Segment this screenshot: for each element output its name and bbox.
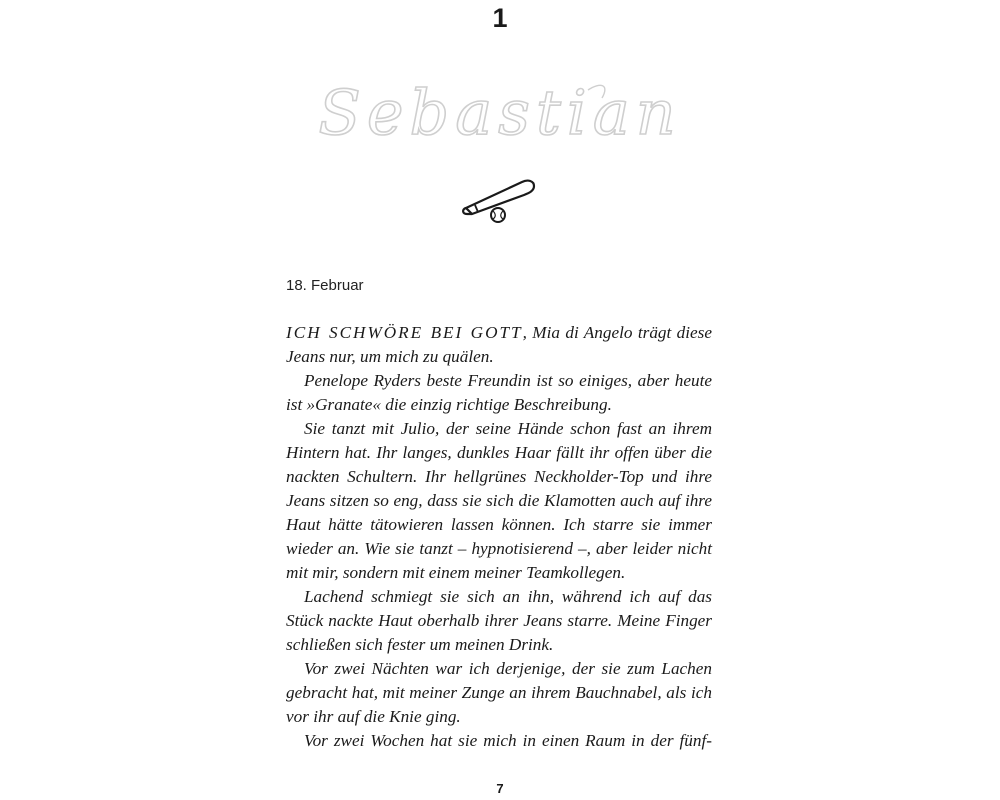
entry-date: 18. Februar bbox=[286, 277, 364, 294]
chapter-number: 1 bbox=[492, 3, 508, 33]
paragraph-4: Lachend schmiegt sie sich an ihn, während ich auf das Stück nackte Haut oberhalb ihrer Jeans starre. Meine Finger schließen sich fester um meinen Drink. bbox=[286, 587, 712, 654]
body-text bbox=[286, 321, 712, 753]
paragraph-5: Vor zwei Nächten war ich derjenige, der sie zum Lachen gebracht hat, mit meiner Zunge an ihrem Bauchnabel, als ich vor ihr auf die Knie ging. bbox=[286, 659, 712, 726]
paragraph-3: Sie tanzt mit Julio, der seine Hände schon fast an ihrem Hintern hat. Ihr langes, dunkles Haar fällt ihr offen über die nackten Schultern. Ihr hellgrünes Neckholder-Top und ihre Jeans sitzen so eng, dass sie sich die Klamotten auch auf ihre Haut hätte tätowieren lassen können. Ich starre sie immer wieder an. Wie sie tanzt – hypnotisierend –, aber leider nicht mit mir, sondern mit einem meiner Teamkollegen. bbox=[286, 419, 712, 582]
chapter-name: Sebastian bbox=[318, 76, 682, 149]
lead-caps: ICH SCHWÖRE BEI GOTT bbox=[286, 323, 523, 342]
page-number: 7 bbox=[496, 781, 504, 796]
baseball-bat-and-ball-icon bbox=[458, 172, 542, 224]
chapter-name-script bbox=[0, 62, 1000, 172]
paragraph-2: Penelope Ryders beste Freundin ist so einiges, aber heute ist »Granate« die einzig richtige Beschreibung. bbox=[286, 371, 712, 414]
paragraph-1-text: , Mia di Angelo trägt diese Jeans nur, um mich zu quälen. bbox=[286, 323, 712, 366]
paragraph-1 bbox=[286, 321, 712, 369]
paragraph-6: Vor zwei Wochen hat sie mich in einen Raum in der fünf- bbox=[304, 731, 712, 750]
